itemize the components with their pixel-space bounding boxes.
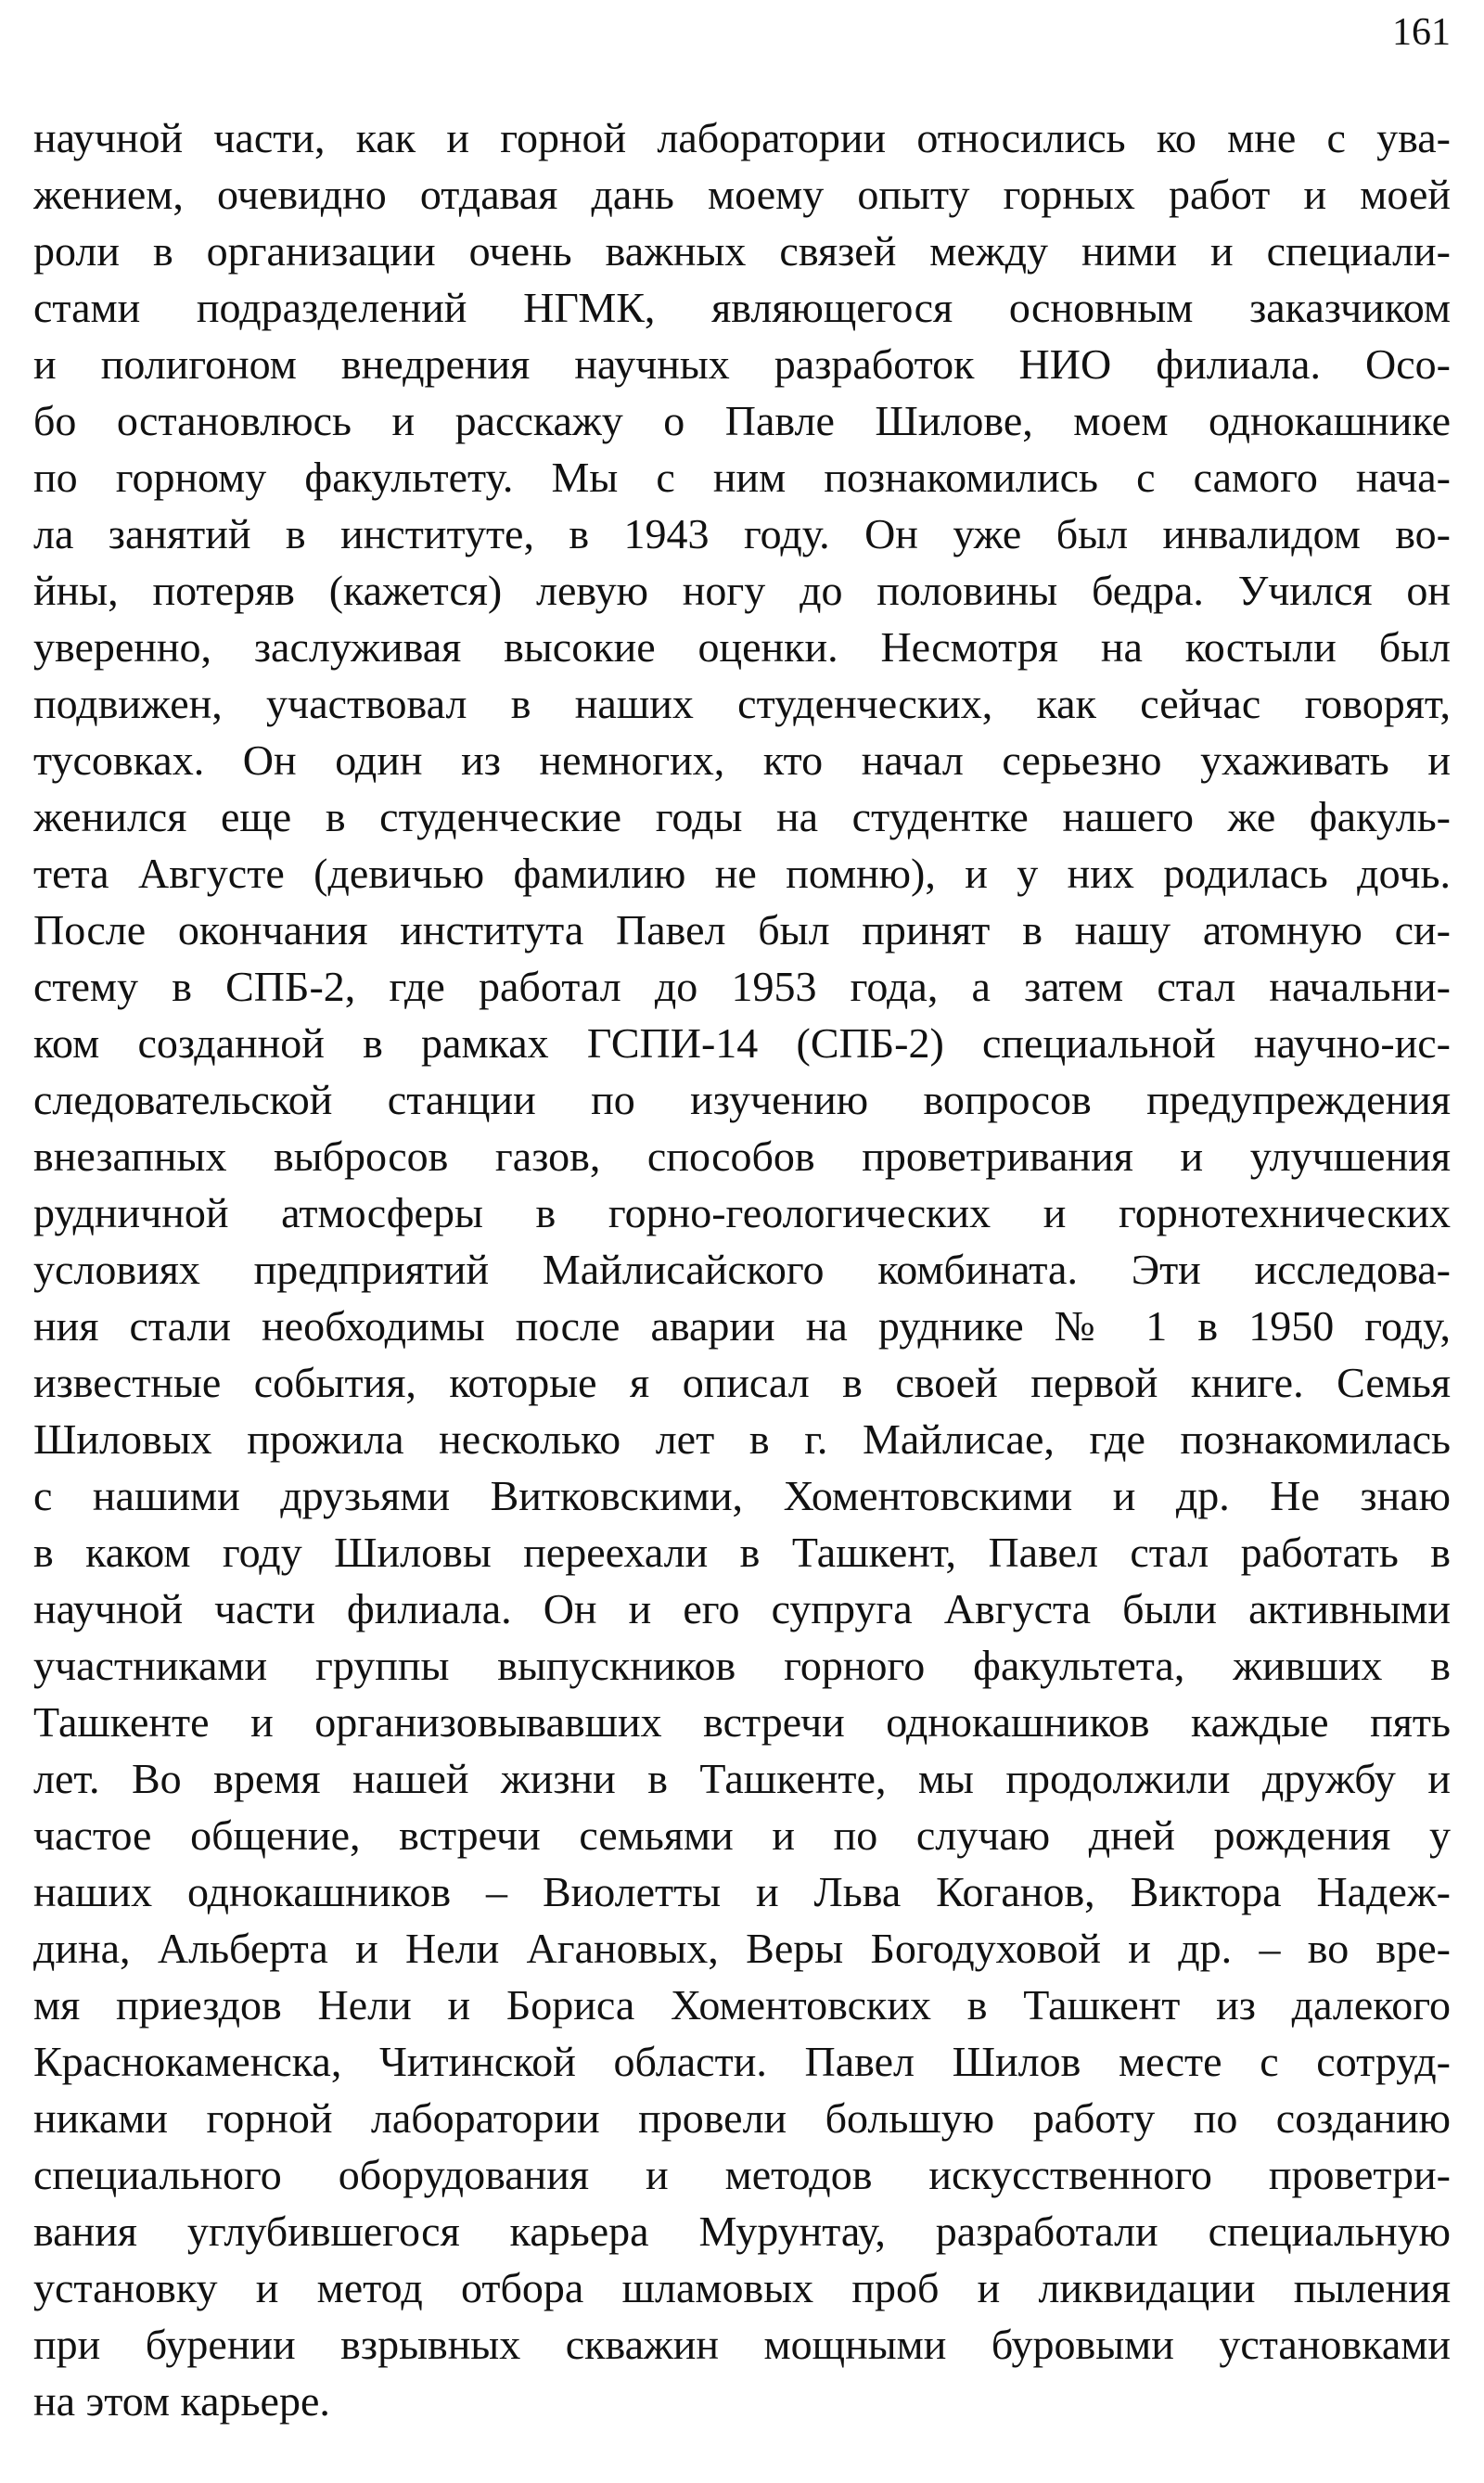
text-line: специального оборудования и методов искусственного проветри-	[33, 2151, 1451, 2198]
text-line: на этом карьере.	[33, 2377, 330, 2425]
text-line: Ташкенте и организовывавших встречи однокашников каждые пять	[33, 1698, 1451, 1746]
text-line: при бурении взрывных скважин мощными буровыми установками	[33, 2321, 1451, 2368]
text-line: роли в организации очень важных связей между ними и специали-	[33, 227, 1451, 275]
text-line: никами горной лаборатории провели большую работу по созданию	[33, 2094, 1451, 2142]
text-line: стами подразделений НГМК, являющегося основным заказчиком	[33, 284, 1451, 331]
text-line: частое общение, встречи семьями и по случаю дней рождения у	[33, 1811, 1451, 1859]
text-line: женился еще в студенческие годы на студентке нашего же факуль-	[33, 793, 1451, 840]
text-line: в каком году Шиловы переехали в Ташкент, Павел стал работать в	[33, 1529, 1451, 1576]
text-line: бо остановлюсь и расскажу о Павле Шилове, моем однокашнике	[33, 397, 1451, 444]
text-line: ком созданной в рамках ГСПИ-14 (СПБ-2) специальной научно-ис-	[33, 1019, 1451, 1067]
text-line: ла занятий в институте, в 1943 году. Он уже был инвалидом во-	[33, 510, 1451, 557]
text-line: После окончания института Павел был принят в нашу атомную си-	[33, 906, 1451, 954]
text-line: йны, потеряв (кажется) левую ногу до половины бедра. Учился он	[33, 567, 1451, 614]
body-text	[33, 109, 1451, 2429]
text-line: дина, Альберта и Нели Агановых, Веры Богодуховой и др. – во вре-	[33, 1925, 1451, 1972]
text-line: стему в СПБ-2, где работал до 1953 года, а затем стал начальни-	[33, 963, 1451, 1010]
page-number: 161	[1392, 11, 1451, 54]
text-line: рудничной атмосферы в горно-геологических и горнотехнических	[33, 1189, 1451, 1236]
text-line: жением, очевидно отдавая дань моему опыту горных работ и моей	[33, 171, 1451, 218]
text-line: ния стали необходимы после аварии на руднике № 1 в 1950 году,	[33, 1302, 1451, 1350]
text-line: с нашими друзьями Витковскими, Хоментовскими и др. Не знаю	[33, 1472, 1451, 1519]
text-line: условиях предприятий Майлисайского комбината. Эти исследова-	[33, 1246, 1451, 1293]
text-line: научной части, как и горной лаборатории относились ко мне с ува-	[33, 114, 1451, 161]
text-line: по горному факультету. Мы с ним познакомились с самого нача-	[33, 454, 1451, 501]
text-line: вания углубившегося карьера Мурунтау, разработали специальную	[33, 2208, 1451, 2255]
text-line: следовательской станции по изучению вопросов предупреждения	[33, 1076, 1451, 1123]
text-line: научной части филиала. Он и его супруга Августа были активными	[33, 1585, 1451, 1632]
text-line: подвижен, участвовал в наших студенческих, как сейчас говорят,	[33, 680, 1451, 727]
text-line: Краснокаменска, Читинской области. Павел Шилов месте с сотруд-	[33, 2038, 1451, 2085]
text-line: Шиловых прожила несколько лет в г. Майлисае, где познакомилась	[33, 1415, 1451, 1463]
text-line: установку и метод отбора шламовых проб и ликвидации пыления	[33, 2264, 1451, 2311]
text-line: известные события, которые я описал в своей первой книге. Семья	[33, 1359, 1451, 1406]
text-line: тусовках. Он один из немногих, кто начал серьезно ухаживать и	[33, 736, 1451, 784]
text-line: тета Августе (девичью фамилию не помню), и у них родилась дочь.	[33, 850, 1451, 897]
text-line: мя приездов Нели и Бориса Хоментовских в Ташкент из далекого	[33, 1981, 1451, 2029]
text-line: участниками группы выпускников горного факультета, живших в	[33, 1642, 1451, 1689]
text-line: лет. Во время нашей жизни в Ташкенте, мы продолжили дружбу и	[33, 1755, 1451, 1802]
text-line: наших однокашников – Виолетты и Льва Коганов, Виктора Надеж-	[33, 1868, 1451, 1915]
text-line: внезапных выбросов газов, способов проветривания и улучшения	[33, 1133, 1451, 1180]
text-line: уверенно, заслуживая высокие оценки. Несмотря на костыли был	[33, 623, 1451, 671]
text-line: и полигоном внедрения научных разработок НИО филиала. Осо-	[33, 340, 1451, 388]
